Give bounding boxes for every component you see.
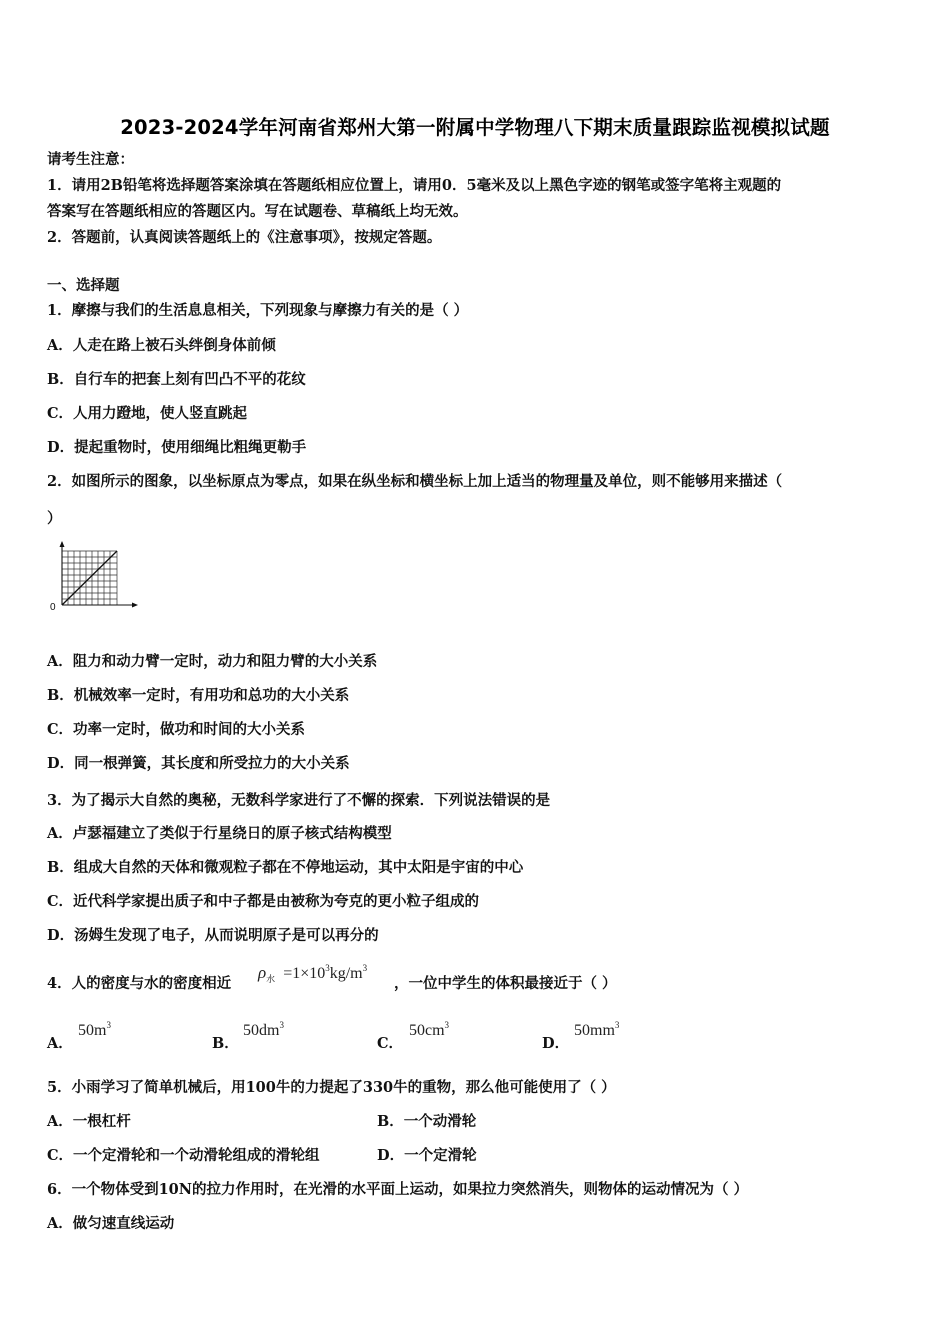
q3-option-d: D．汤姆生发现了电子，从而说明原子是可以再分的 <box>47 927 379 944</box>
q4-option-d-value: $50mm^3$ <box>574 1020 620 1039</box>
q1-option-d: D．提起重物时，使用细绳比粗绳更勒手 <box>47 439 307 456</box>
q2-option-c: C．功率一定时，做功和时间的大小关系 <box>47 721 306 738</box>
notice-line-2: 2．答题前，认真阅读答题纸上的《注意事项》，按规定答题。 <box>47 229 442 246</box>
q1-option-a: A．人走在路上被石头绊倒身体前倾 <box>47 337 276 354</box>
q4-density-formula: $\rho_水 =1\times 10^3kg/m^3$ <box>258 963 368 984</box>
q3-option-c: C．近代科学家提出质子和中子都是由被称为夸克的更小粒子组成的 <box>47 893 480 910</box>
q5-stem: 5．小雨学习了简单机械后，用100牛的力提起了330牛的重物，那么他可能使用了（ ） <box>47 1079 616 1096</box>
q4-option-c-label: C． <box>377 1035 404 1052</box>
q2-linear-graph <box>46 540 142 614</box>
notice-line-1b: 答案写在答题纸相应的答题区内。写在试题卷、草稿纸上均无效。 <box>47 203 468 220</box>
q2-option-d: D．同一根弹簧，其长度和所受拉力的大小关系 <box>47 755 350 772</box>
section-heading: 一、选择题 <box>47 277 120 294</box>
q5-option-a: A．一根杠杆 <box>47 1113 131 1130</box>
q2-option-a: A．阻力和动力臂一定时，动力和阻力臂的大小关系 <box>47 653 378 670</box>
graph-origin-label: 0 <box>50 602 56 613</box>
q1-option-b: B．自行车的把套上刻有凹凸不平的花纹 <box>47 371 306 388</box>
q4-option-b-value: $50dm^3$ <box>243 1020 284 1039</box>
notice-heading: 请考生注意： <box>47 151 134 168</box>
notice-line-1a: 1．请用2B铅笔将选择题答案涂填在答题纸相应位置上，请用0．5毫米及以上黑色字迹的钢笔或签字笔将主观题的 <box>47 177 782 194</box>
page-title: 2023-2024学年河南省郑州大第一附属中学物理八下期末质量跟踪监视模拟试题 <box>120 116 830 139</box>
graph-line <box>62 551 117 605</box>
q2-stem: 2．如图所示的图象，以坐标原点为零点，如果在纵坐标和横坐标上加上适当的物理量及单位，则不能够用来描述（ <box>47 473 783 490</box>
q6-option-a: A．做匀速直线运动 <box>47 1215 175 1232</box>
q3-option-a: A．卢瑟福建立了类似于行星绕日的原子核式结构模型 <box>47 825 392 842</box>
q3-option-b: B．组成大自然的天体和微观粒子都在不停地运动，其中太阳是宇宙的中心 <box>47 859 524 876</box>
q4-option-a-label: A． <box>47 1035 73 1052</box>
q3-stem: 3．为了揭示大自然的奥秘，无数科学家进行了不懈的探索．下列说法错误的是 <box>47 792 551 809</box>
q5-option-c: C．一个定滑轮和一个动滑轮组成的滑轮组 <box>47 1147 320 1164</box>
q5-option-b: B．一个动滑轮 <box>377 1113 477 1130</box>
q1-stem: 1．摩擦与我们的生活息息相关，下列现象与摩擦力有关的是（ ） <box>47 302 469 319</box>
q6-stem: 6．一个物体受到10N的拉力作用时，在光滑的水平面上运动，如果拉力突然消失，则物体的运动情况为（ ） <box>47 1181 749 1198</box>
q4-option-a-value: $50m^3$ <box>78 1020 111 1039</box>
q1-option-c: C．人用力蹬地，使人竖直跳起 <box>47 405 248 422</box>
x-axis-arrow <box>132 603 138 608</box>
q4-option-c-value: $50cm^3$ <box>409 1020 450 1039</box>
graph-axes <box>62 542 136 605</box>
q5-option-d: D．一个定滑轮 <box>377 1147 477 1164</box>
q4-stem: 4．人的密度与水的密度相近 <box>47 975 232 992</box>
q4-option-b-label: B． <box>212 1035 239 1052</box>
q4-option-d-label: D． <box>542 1035 570 1052</box>
q4-stem-end: ，一位中学生的体积最接近于（ ） <box>394 975 617 992</box>
q2-stem-end: ） <box>47 510 62 527</box>
q2-option-b: B．机械效率一定时，有用功和总功的大小关系 <box>47 687 350 704</box>
y-axis-arrow <box>60 541 65 547</box>
